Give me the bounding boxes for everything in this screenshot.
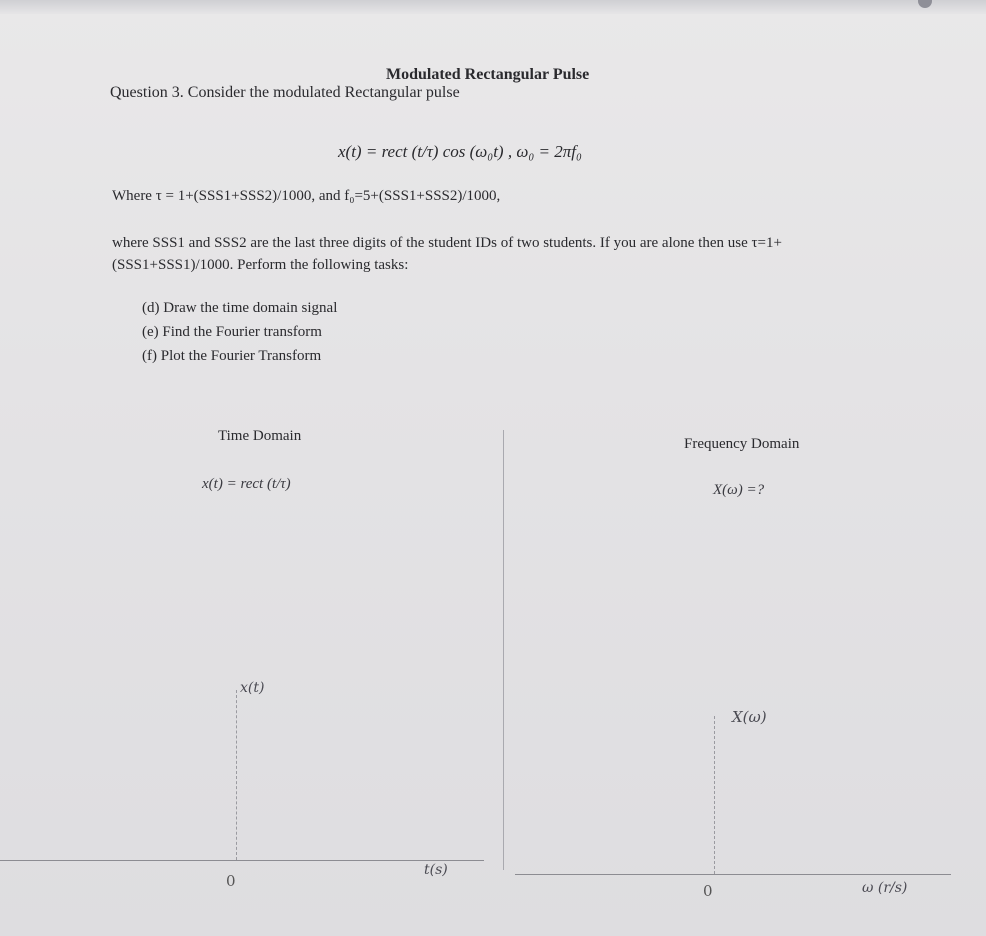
screen-top-edge xyxy=(0,0,986,14)
time-origin-label: 0 xyxy=(226,872,236,890)
frequency-x-label: ω (r/s) xyxy=(862,880,908,896)
time-y-label: x(t) xyxy=(240,680,265,696)
task-item-e: (e) Find the Fourier transform xyxy=(142,324,322,340)
frequency-origin-label: 0 xyxy=(703,882,713,900)
question-text: Question 3. Consider the modulated Rectangular pulse xyxy=(110,84,460,101)
task-item-f: (f) Plot the Fourier Transform xyxy=(142,348,322,364)
frequency-y-label: X(ω) xyxy=(732,708,767,726)
frequency-y-axis xyxy=(714,716,715,874)
task-item-d: (d) Draw the time domain signal xyxy=(142,300,338,316)
task-list xyxy=(142,296,337,368)
time-domain-equation: x(t) = rect (t/τ) xyxy=(202,476,291,492)
where-definition: Where τ = 1+(SSS1+SSS2)/1000, and f₀=5+(SSS1+SSS2)/1000, xyxy=(112,188,501,204)
signal-formula: x(t) = rect (t/τ) cos (ω₀t) , ω₀ = 2πf₀ xyxy=(338,142,582,161)
panel-divider xyxy=(503,430,504,870)
frequency-domain-caption: Frequency Domain xyxy=(684,436,800,452)
frequency-domain-equation: X(ω) =? xyxy=(713,482,765,498)
time-x-axis xyxy=(0,860,484,861)
time-x-label: t(s) xyxy=(424,862,448,878)
time-y-axis xyxy=(236,690,237,860)
frequency-x-axis xyxy=(515,874,951,875)
instructions-paragraph: where SSS1 and SSS2 are the last three digits of the student IDs of two students. If you are alone then use τ=1+(SSS1+SSS1)/1000. Perform the following tasks: xyxy=(112,235,782,273)
time-domain-caption: Time Domain xyxy=(218,428,302,444)
document-title: Modulated Rectangular Pulse xyxy=(386,66,590,83)
